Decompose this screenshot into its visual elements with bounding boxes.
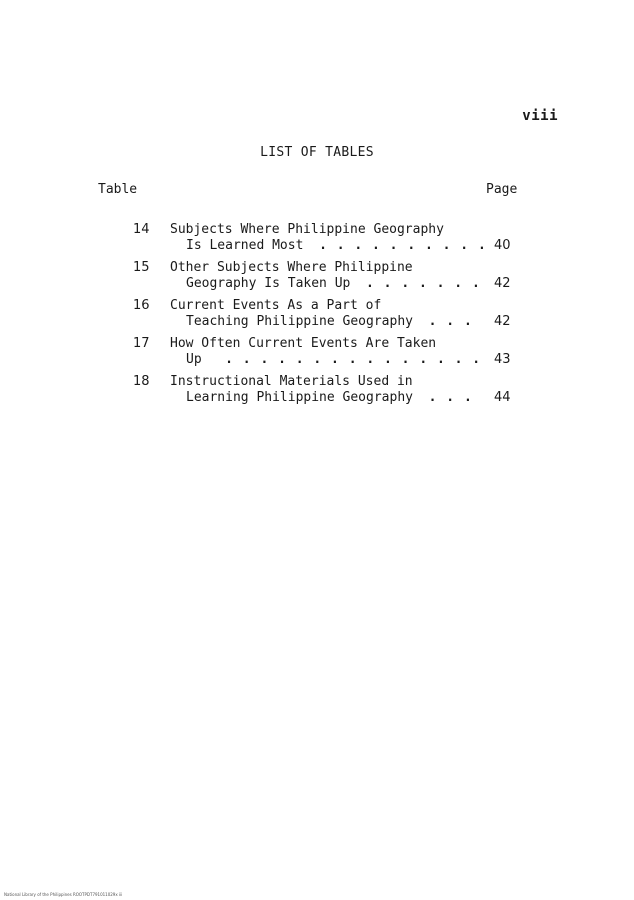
table-number: 17 [133,336,150,351]
page-number: viii [522,108,558,124]
table-page: 42 [494,314,511,329]
table-number: 14 [133,222,150,237]
dot-leader: . . . . . . . . . . . . . . . [225,352,482,367]
table-title-line1: Instructional Materials Used in [170,374,413,389]
column-header-table: Table [98,182,138,197]
table-number: 16 [133,298,150,313]
table-title [170,336,482,368]
table-title-line1: Current Events As a Part of [170,298,382,313]
table-title-line2-text: Teaching Philippine Geography [186,314,413,329]
table-number: 18 [133,374,150,389]
dot-leader: . . . [428,390,473,405]
table-list [0,220,634,410]
table-title [170,298,473,330]
column-header-page: Page [486,182,518,197]
table-title-line2-text: Learning Philippine Geography [186,390,413,405]
list-item [0,258,634,296]
table-title-line1: Other Subjects Where Philippine [170,260,413,275]
dot-leader: . . . [428,314,473,329]
page-title: LIST OF TABLES [260,145,374,160]
table-title-line2 [170,238,487,254]
table-title-line1: Subjects Where Philippine Geography [170,222,444,237]
table-title-line2 [170,314,473,330]
list-item [0,296,634,334]
dot-leader: . . . . . . . . . . [319,238,487,253]
table-title-line2 [170,390,473,406]
table-page: 42 [494,276,511,291]
table-title-line2 [170,352,482,368]
table-title-line2 [170,276,481,292]
table-page: 44 [494,390,511,405]
table-title-line2-text: Up [186,352,202,367]
table-page: 43 [494,352,511,367]
table-title-line2-text: Geography Is Taken Up [186,276,351,291]
table-title [170,222,487,254]
list-item [0,220,634,258]
archive-stamp: National Library of the Philippines ROOTPDT791011029x iii [4,892,123,897]
table-title-line1: How Often Current Events Are Taken [170,336,437,351]
list-item [0,334,634,372]
table-title [170,260,481,292]
table-page: 40 [494,238,511,253]
table-number: 15 [133,260,150,275]
table-title [170,374,473,406]
table-title-line2-text: Is Learned Most [186,238,304,253]
list-item [0,372,634,410]
dot-leader: . . . . . . . [366,276,481,291]
